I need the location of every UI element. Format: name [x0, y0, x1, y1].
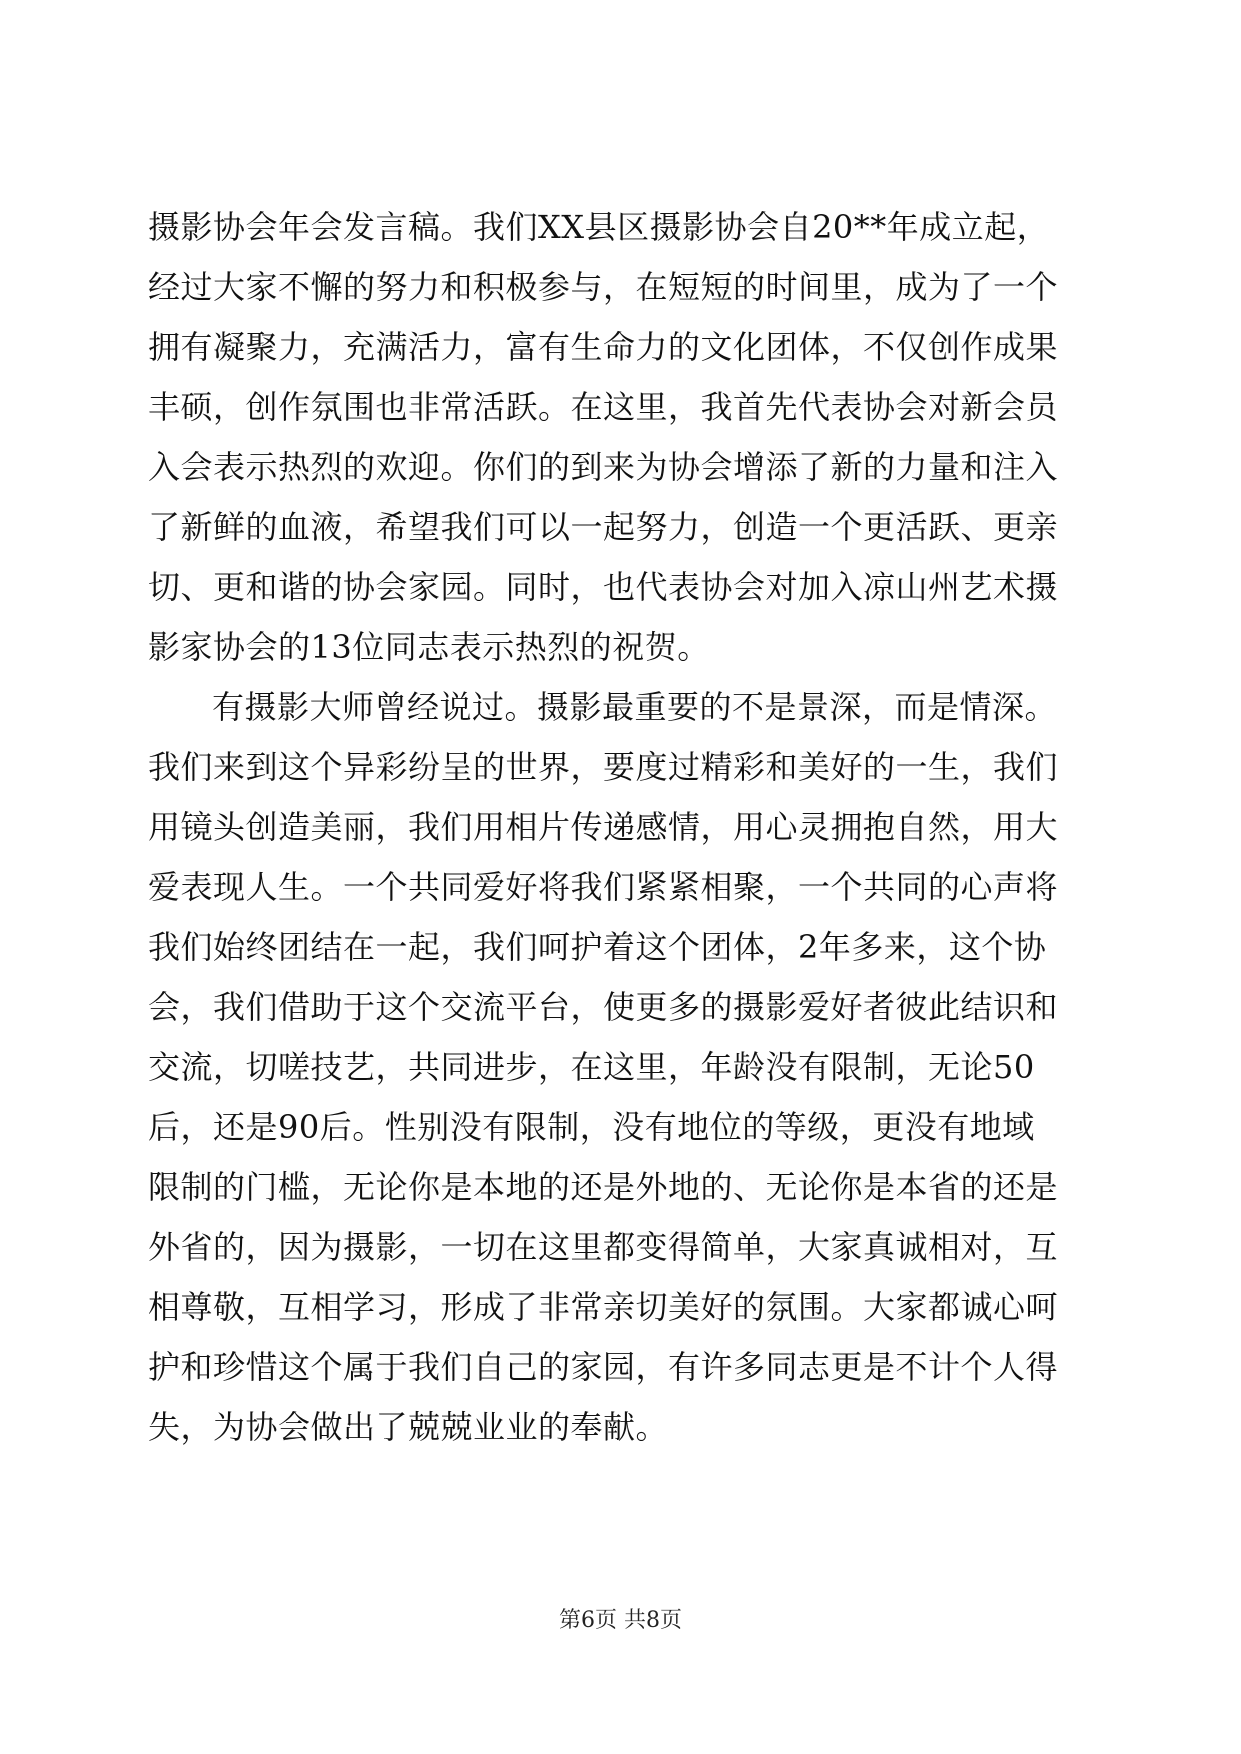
- text-line: 外省的，因为摄影，一切在这里都变得简单，大家真诚相对，互: [148, 1228, 1059, 1266]
- text-line: 后，还是90后。性别没有限制，没有地位的等级，更没有地域: [148, 1108, 1035, 1146]
- text-line: 摄影协会年会发言稿。我们XX县区摄影协会自20**年成立起，: [148, 208, 1050, 246]
- text-line: 爱表现人生。一个共同爱好将我们紧紧相聚，一个共同的心声将: [148, 868, 1059, 906]
- text-line: 会，我们借助于这个交流平台，使更多的摄影爱好者彼此结识和: [148, 988, 1059, 1026]
- text-line: 了新鲜的血液，希望我们可以一起努力，创造一个更活跃、更亲: [148, 508, 1059, 546]
- text-line: 拥有凝聚力，充满活力，富有生命力的文化团体，不仅创作成果: [148, 328, 1059, 366]
- text-line: 经过大家不懈的努力和积极参与，在短短的时间里，成为了一个: [148, 268, 1059, 306]
- text-line: 我们始终团结在一起，我们呵护着这个团体，2年多来，这个协: [148, 928, 1047, 966]
- body-text: [148, 197, 1088, 1457]
- text-line: 我们来到这个异彩纷呈的世界，要度过精彩和美好的一生，我们: [148, 748, 1059, 786]
- text-line: 切、更和谐的协会家园。同时，也代表协会对加入凉山州艺术摄: [148, 568, 1059, 606]
- text-line: 影家协会的13位同志表示热烈的祝贺。: [148, 628, 710, 666]
- text-line: 丰硕，创作氛围也非常活跃。在这里，我首先代表协会对新会员: [148, 388, 1059, 426]
- paragraph-start-line: 有摄影大师曾经说过。摄影最重要的不是景深，而是情深。: [212, 688, 1058, 726]
- text-line: 限制的门槛，无论你是本地的还是外地的、无论你是本省的还是: [148, 1168, 1059, 1206]
- text-line: 相尊敬，互相学习，形成了非常亲切美好的氛围。大家都诚心呵: [148, 1288, 1059, 1326]
- text-line: 入会表示热烈的欢迎。你们的到来为协会增添了新的力量和注入: [148, 448, 1059, 486]
- text-line: 交流，切嗟技艺，共同进步，在这里，年龄没有限制，无论50: [148, 1048, 1035, 1086]
- text-line: 失，为协会做出了兢兢业业的奉献。: [148, 1408, 669, 1446]
- text-line: 护和珍惜这个属于我们自己的家园，有许多同志更是不计个人得: [148, 1348, 1059, 1386]
- page-number-footer: 第6页 共8页: [559, 1608, 682, 1633]
- text-line: 用镜头创造美丽，我们用相片传递感情，用心灵拥抱自然，用大: [148, 808, 1059, 846]
